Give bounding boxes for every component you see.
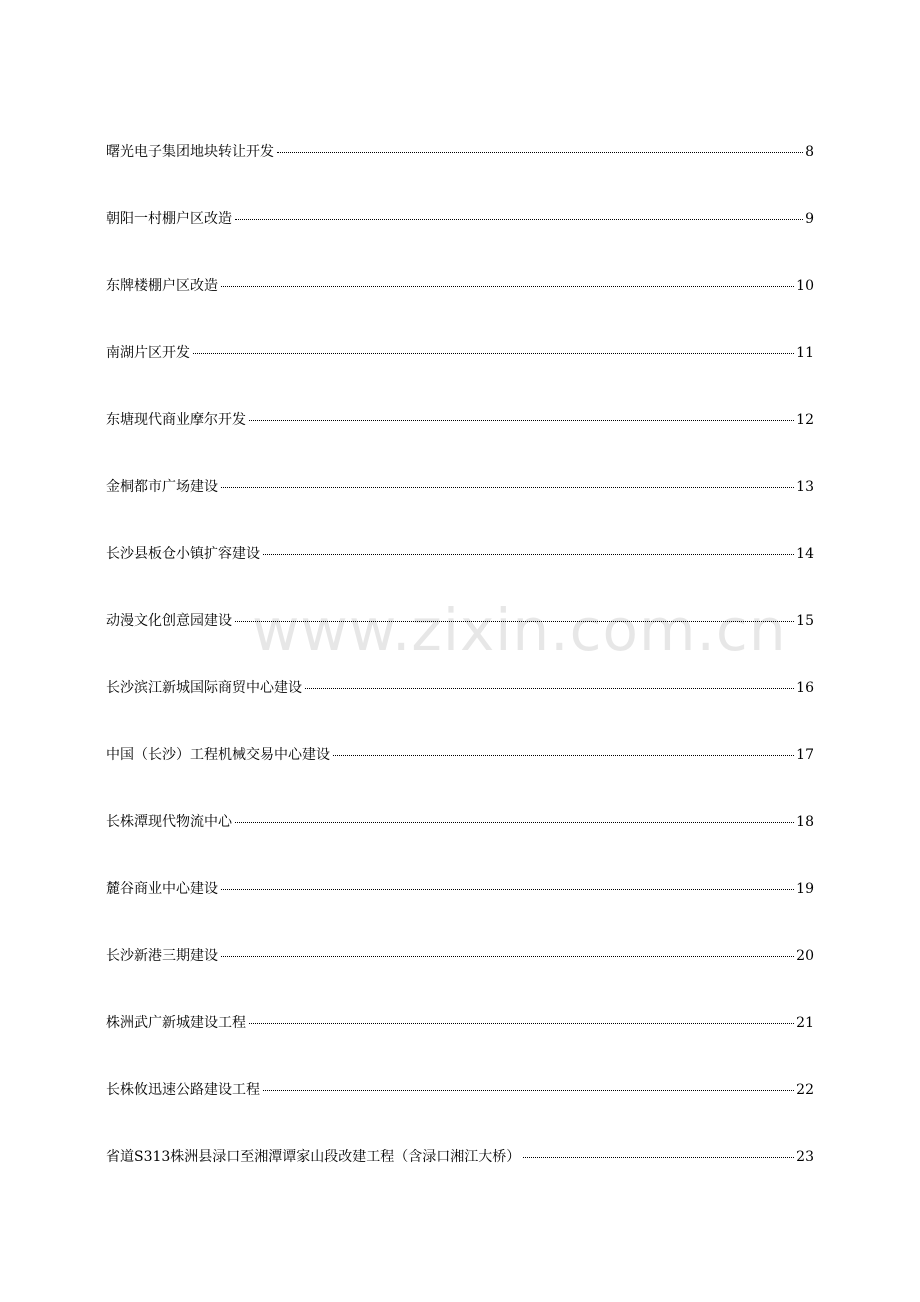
toc-entry-title: 长株潭现代物流中心 [106, 814, 232, 830]
toc-entry[interactable] [106, 678, 814, 745]
toc-entry-title: 朝阳一村棚户区改造 [106, 211, 232, 227]
toc-page-number: 13 [796, 479, 814, 495]
toc-dot-leader [235, 822, 794, 823]
toc-page-number: 21 [796, 1015, 814, 1031]
toc-dot-leader [263, 1090, 794, 1091]
toc-entry-title: 省道S313株洲县渌口至湘潭谭家山段改建工程（含渌口湘江大桥） [106, 1149, 521, 1165]
toc-dot-leader [221, 487, 794, 488]
toc-entry[interactable] [106, 879, 814, 946]
toc-entry[interactable] [106, 477, 814, 544]
toc-entry-title: 长沙县板仓小镇扩容建设 [106, 546, 260, 562]
toc-entry-title: 南湖片区开发 [106, 345, 190, 361]
toc-entry[interactable] [106, 1013, 814, 1080]
toc-entry[interactable] [106, 343, 814, 410]
toc-dot-leader [235, 219, 803, 220]
toc-dot-leader [305, 688, 794, 689]
toc-page-number: 9 [805, 211, 814, 227]
toc-page-number: 23 [796, 1149, 814, 1165]
toc-page-number: 8 [805, 144, 814, 160]
toc-page-number: 18 [796, 814, 814, 830]
toc-entry-title: 曙光电子集团地块转让开发 [106, 144, 274, 160]
toc-entry[interactable] [106, 946, 814, 1013]
watermark: www.zixin.com.cn [252, 596, 787, 664]
toc-entry[interactable] [106, 1080, 814, 1147]
toc-entry[interactable] [106, 1147, 814, 1214]
toc-entry-title: 长株攸迅速公路建设工程 [106, 1082, 260, 1098]
toc-dot-leader [221, 889, 794, 890]
table-of-contents [106, 142, 814, 1214]
toc-dot-leader [249, 1023, 794, 1024]
toc-entry-title: 长沙新港三期建设 [106, 948, 218, 964]
toc-dot-leader [235, 621, 794, 622]
toc-page-number: 15 [796, 613, 814, 629]
toc-entry-title: 株洲武广新城建设工程 [106, 1015, 246, 1031]
toc-dot-leader [523, 1157, 794, 1158]
toc-page-number: 22 [796, 1082, 814, 1098]
toc-entry[interactable] [106, 209, 814, 276]
toc-entry-title: 东塘现代商业摩尔开发 [106, 412, 246, 428]
toc-entry[interactable] [106, 745, 814, 812]
toc-dot-leader [193, 353, 794, 354]
toc-page-number: 17 [796, 747, 814, 763]
toc-dot-leader [249, 420, 794, 421]
toc-page-number: 10 [796, 278, 814, 294]
toc-dot-leader [221, 956, 794, 957]
toc-entry-title: 动漫文化创意园建设 [106, 613, 232, 629]
toc-entry-title: 麓谷商业中心建设 [106, 881, 218, 897]
toc-entry-title: 东牌楼棚户区改造 [106, 278, 218, 294]
toc-page-number: 12 [796, 412, 814, 428]
toc-dot-leader [333, 755, 794, 756]
toc-entry[interactable] [106, 410, 814, 477]
toc-dot-leader [221, 286, 794, 287]
toc-entry[interactable] [106, 544, 814, 611]
toc-page-number: 20 [796, 948, 814, 964]
toc-page-number: 16 [796, 680, 814, 696]
toc-entry[interactable] [106, 812, 814, 879]
toc-page-number: 19 [796, 881, 814, 897]
toc-page-number: 11 [796, 345, 814, 361]
toc-entry-title: 金桐都市广场建设 [106, 479, 218, 495]
toc-entry[interactable] [106, 276, 814, 343]
toc-entry-title: 中国（长沙）工程机械交易中心建设 [106, 747, 330, 763]
toc-page-number: 14 [796, 546, 814, 562]
toc-dot-leader [277, 152, 803, 153]
toc-entry[interactable] [106, 611, 814, 678]
toc-dot-leader [263, 554, 794, 555]
toc-entry[interactable] [106, 142, 814, 209]
toc-entry-title: 长沙滨江新城国际商贸中心建设 [106, 680, 302, 696]
